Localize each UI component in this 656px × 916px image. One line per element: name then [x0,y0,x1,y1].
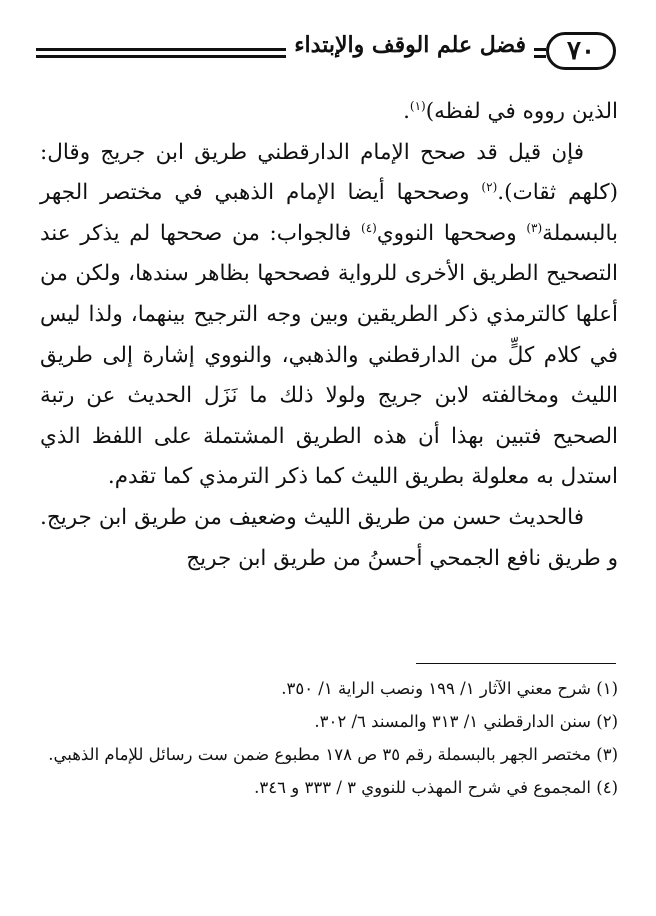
footnote-ref-2: (٢) [481,180,498,195]
footnote-separator [416,663,616,664]
footnote-3: (٣) مختصر الجهر بالبسملة رقم ٣٥ ص ١٧٨ مطبوع ضمن ست رسائل للإمام الذهبي. [48,745,618,764]
paragraph-1 [40,92,618,133]
paragraph-2 [40,133,618,498]
footnote-2: (٢) سنن الدارقطني ١/ ٣١٣ والمسند ٦/ ٣٠٢. [314,712,618,731]
paragraph-2-part-b: وصححها أيضا الإمام الذهبي في مختصر الجهر بالبسملة [40,180,618,246]
footnote-ref-1: (١) [409,98,426,113]
running-title: فضل علم الوقف والإبتداء [286,32,534,58]
page-number: ٧٠ [546,32,616,70]
footnote-1: (١) شرح معني الآثار ١/ ١٩٩ ونصب الراية ١/ ٣٥٠. [281,679,618,698]
footnote-ref-4: (٤) [361,220,377,235]
paragraph-2-part-c: وصححها النووي [376,220,527,246]
main-text [40,92,618,579]
footnote-ref-3: (٣) [526,220,543,235]
paragraph-2-part-a: فإن قيل قد صحح الإمام الدارقطني طريق ابن جريج وقال: (كلهم ثقات). [40,139,619,206]
paragraph-3: فالحديث حسن من طريق الليث وضعيف من طريق ابن جريج. و طريق نافع الجمحي أحسنُ من طريق ابن جريج [40,504,618,571]
paragraph-2-part-d: فالجواب: من صححها لم يذكر عند التصحيح الطريق الأخرى للرواية فصححها بظاهر سندها، ولكن من أعلها كالترمذي ذكر الطريقين وبين وجه الترجيح بينهما، ولذا ليس في كلام كلٍّ من الدارقطني والذهبي، والنووي إشارة إلى طريق الليث ومخالفته لابن جريج ولولا ذلك ما نَزَل الحديث عن رتبة الصحيح فتبين بهذا أن هذه الطريق المشتملة على اللفظ الذي استدل به معلولة بطريق الليث كما ذكر الترمذي كما تقدم. [40,220,618,490]
page-header [36,28,616,76]
paragraph-1-text: الذين رووه في لفظه) [425,99,618,124]
paragraph-1-end: . [403,99,410,124]
footnote-4: (٤) المجموع في شرح المهذب للنووي ٣ / ٣٣٣ و ٣٤٦. [254,778,618,797]
footnotes [40,672,618,804]
